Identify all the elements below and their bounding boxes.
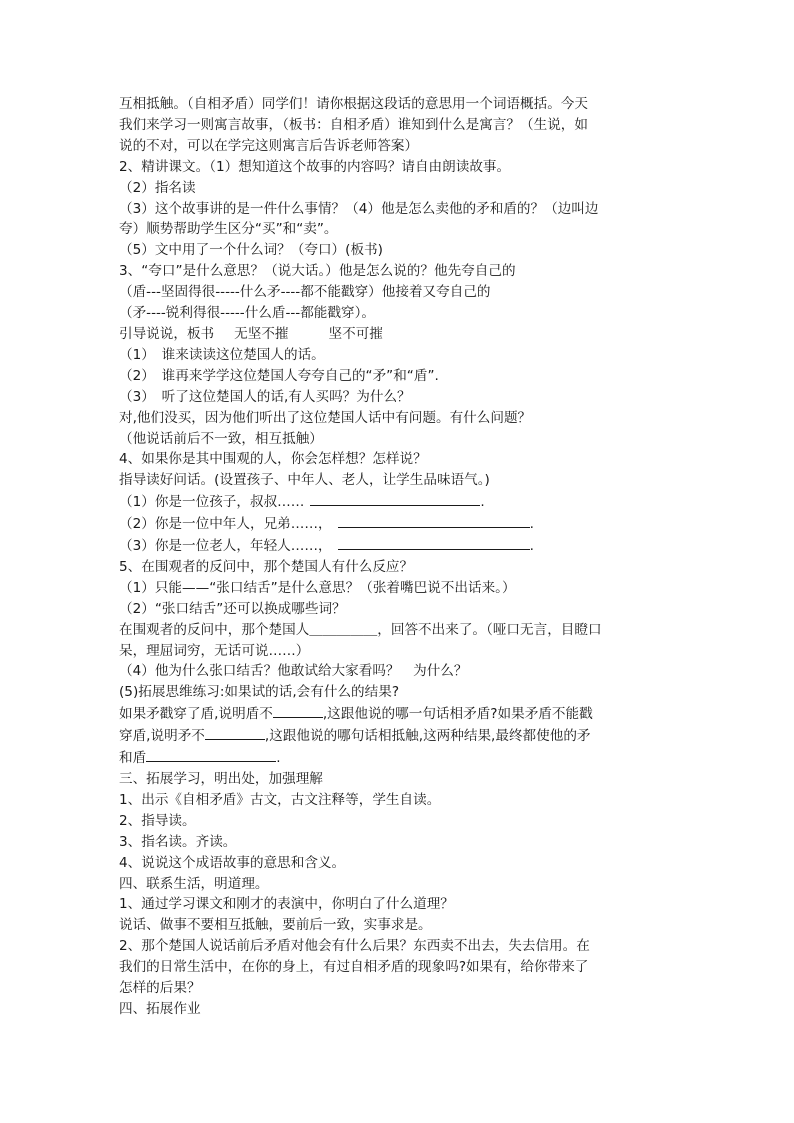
- text-line: （1） 谁来读读这位楚国人的话。: [119, 346, 325, 363]
- answer-blank: [310, 491, 480, 506]
- idiom-1: 无坚不摧: [234, 325, 289, 342]
- text-line: 1、出示《自相矛盾》古文，古文注释等，学生自读。: [119, 791, 441, 808]
- section-heading: 4、如果你是其中围观的人，你会怎样想？怎样说？: [119, 451, 427, 468]
- section-heading: 3、“夸口”是什么意思？（说大话。）他是怎么说的？他先夸自己的: [119, 263, 516, 280]
- fill-in-line: （2）你是一位中年人，兄弟……， .: [119, 513, 679, 535]
- text-line: 夸）顺势帮助学生区分“买”和“卖”。: [119, 221, 338, 238]
- text-line: （2） 谁再来学学这位楚国人夸夸自己的“矛”和“盾”.: [119, 367, 439, 384]
- text-line: 2、那个楚国人说话前后矛盾对他会有什么后果？东西卖不出去，失去信用。在: [119, 938, 590, 955]
- text-line: （3） 听了这位楚国人的话,有人买吗？为什么？: [119, 388, 411, 405]
- text-line: 3、指名读。齐读。: [119, 833, 237, 850]
- answer-blank: [273, 703, 323, 718]
- text-line: 1、通过学习课文和刚才的表演中，你明白了什么道理？: [119, 896, 454, 913]
- prompt-text: 和盾: [119, 750, 147, 767]
- section-heading: 5、在围观者的反问中，那个楚国人有什么反应？: [119, 558, 414, 575]
- answer-blank: [338, 513, 530, 528]
- text-line: （2）指名读: [119, 179, 196, 196]
- prompt-text: 穿盾,说明矛不: [119, 728, 205, 745]
- text-line: （5）文中用了一个什么词？（夸口）(板书): [119, 242, 383, 259]
- lesson-plan-body: [119, 94, 679, 1020]
- fill-in-line: [119, 703, 679, 725]
- text-line: 互相抵触。（自相矛盾）同学们！请你根据这段话的意思用一个词语概括。今天: [119, 96, 588, 112]
- prompt-text: （1）你是一位孩子，叔叔……: [119, 494, 305, 511]
- section-heading: 四、联系生活，明道理。: [119, 875, 269, 892]
- answer-blank: [338, 535, 530, 550]
- text-line: 对,他们没买，因为他们听出了这位楚国人话中有问题。有什么问题？: [119, 409, 532, 426]
- prompt-text: 如果矛戳穿了盾,说明盾不: [119, 706, 273, 723]
- text-line: 我们来学习一则寓言故事，（板书：自相矛盾）谁知到什么是寓言？（生说，如: [119, 116, 588, 133]
- fill-in-line: [119, 725, 679, 747]
- board-writing-line: [119, 324, 679, 345]
- text-line: （1）只能——“张口结舌”是什么意思？（张着嘴巴说不出话来。）: [119, 579, 516, 596]
- answer-blank: [146, 747, 276, 762]
- text-line: （盾---坚固得很-----什么矛----都不能戳穿）他接着又夸自己的: [119, 284, 491, 301]
- text-line: 4、说说这个成语故事的意思和含义。: [119, 854, 346, 871]
- text-line: 怎样的后果？: [119, 980, 201, 997]
- text-line: 说的不对，可以在学完这则寓言后告诉老师答案）: [119, 137, 419, 154]
- prompt-text: （3）你是一位老人，年轻人……，: [119, 538, 332, 555]
- board-writing-intro: 引导说说，板书: [119, 325, 215, 342]
- fill-in-line: （1）你是一位孩子，叔叔…… .: [119, 491, 679, 513]
- section-heading: 四、拓展作业: [119, 1000, 201, 1017]
- text-line: 指导读好问话。(设置孩子、中年人、老人，让学生品味语气。): [119, 472, 490, 489]
- section-heading: 2、精讲课文。（1）想知道这个故事的内容吗？请自由朗读故事。: [119, 158, 511, 175]
- prompt-text: ,这跟他说的哪一句话相矛盾?如果矛盾不能戳: [322, 706, 593, 723]
- idiom-2: 坚不可摧: [328, 325, 383, 342]
- text-line: 呆，理屈词穷，无话可说……）: [119, 642, 310, 659]
- text-line: （2）“张口结舌”还可以换成哪些词？: [119, 600, 346, 617]
- text-line: 说话、做事不要相互抵触，要前后一致，实事求是。: [119, 917, 432, 934]
- text-line: （4）他为什么张口结舌？他敢试给大家看吗？ 为什么？: [119, 663, 468, 680]
- prompt-text: ,这跟他说的哪句话相抵触,这两种结果,最终都使他的矛: [264, 728, 591, 745]
- text-line: （3）这个故事讲的是一件什么事情？（4）他是怎么卖他的矛和盾的？（边叫边: [119, 200, 599, 217]
- prompt-text: （2）你是一位中年人，兄弟……，: [119, 516, 332, 533]
- text-line: 我们的日常生活中，在你的身上，有过自相矛盾的现象吗?如果有，给你带来了: [119, 959, 589, 976]
- text-line: (5)拓展思维练习:如果试的话,会有什么的结果?: [119, 684, 400, 701]
- text-line: （他说话前后不一致，相互抵触）: [119, 430, 323, 447]
- text-line: 在围观者的反问中，那个楚国人＿＿＿＿＿，回答不出来了。（哑口无言，目瞪口: [119, 621, 602, 638]
- fill-in-line: （3）你是一位老人，年轻人……， .: [119, 535, 679, 557]
- answer-blank: [205, 725, 265, 740]
- text-line: 2、指导读。: [119, 812, 196, 829]
- section-heading: 三、拓展学习，明出处，加强理解: [119, 771, 323, 787]
- text-line: （矛----锐利得很-----什么盾---都能戳穿）。: [119, 305, 375, 322]
- fill-in-line: 和盾 .: [119, 747, 679, 769]
